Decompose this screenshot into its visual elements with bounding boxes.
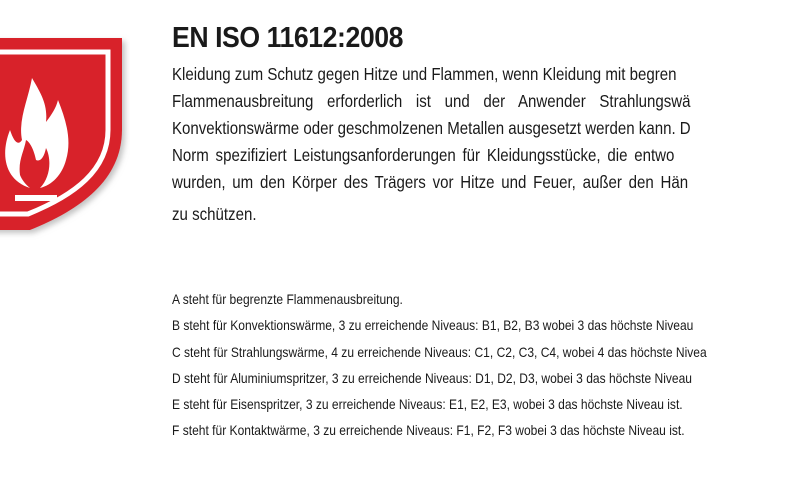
description-paragraph: [172, 61, 800, 228]
code-item-e: E steht für Eisenspritzer, 3 zu erreichende Niveaus: E1, E2, E3, wobei 3 das höchste Niveau ist.: [172, 396, 683, 413]
paragraph-line: Konvektionswärme oder geschmolzenen Metallen ausgesetzt werden kann. D: [172, 118, 691, 138]
code-list: [172, 286, 794, 444]
code-item-d: D steht für Aluminiumspritzer, 3 zu erreichende Niveaus: D1, D2, D3, wobei 3 das höchste Niveau: [172, 369, 692, 386]
flame-shield-icon: [0, 30, 130, 240]
code-item-a: A steht für begrenzte Flammenausbreitung.: [172, 291, 403, 307]
code-item-b: B steht für Konvektionswärme, 3 zu erreichende Niveaus: B1, B2, B3 wobei 3 das höchste Niveau: [172, 317, 694, 334]
paragraph-line: Kleidung zum Schutz gegen Hitze und Flammen, wenn Kleidung mit begren: [172, 64, 677, 84]
paragraph-line: wurden, um den Körper des Trägers vor Hitze und Feuer, außer den Hän: [172, 172, 689, 192]
paragraph-line: zu schützen.: [172, 204, 257, 224]
code-item-f: F steht für Kontaktwärme, 3 zu erreichende Niveaus: F1, F2, F3 wobei 3 das höchste Niveau ist.: [172, 422, 685, 439]
paragraph-line: Flammenausbreitung erforderlich ist und der Anwender Strahlungswä: [172, 91, 691, 111]
page-title: EN ISO 11612:2008: [172, 22, 403, 54]
paragraph-line: Norm spezifiziert Leistungsanforderungen für Kleidungsstücke, die entwo: [172, 145, 675, 165]
code-item-c: C steht für Strahlungswärme, 4 zu erreichende Niveaus: C1, C2, C3, C4, wobei 4 das höchste Nivea: [172, 343, 707, 360]
